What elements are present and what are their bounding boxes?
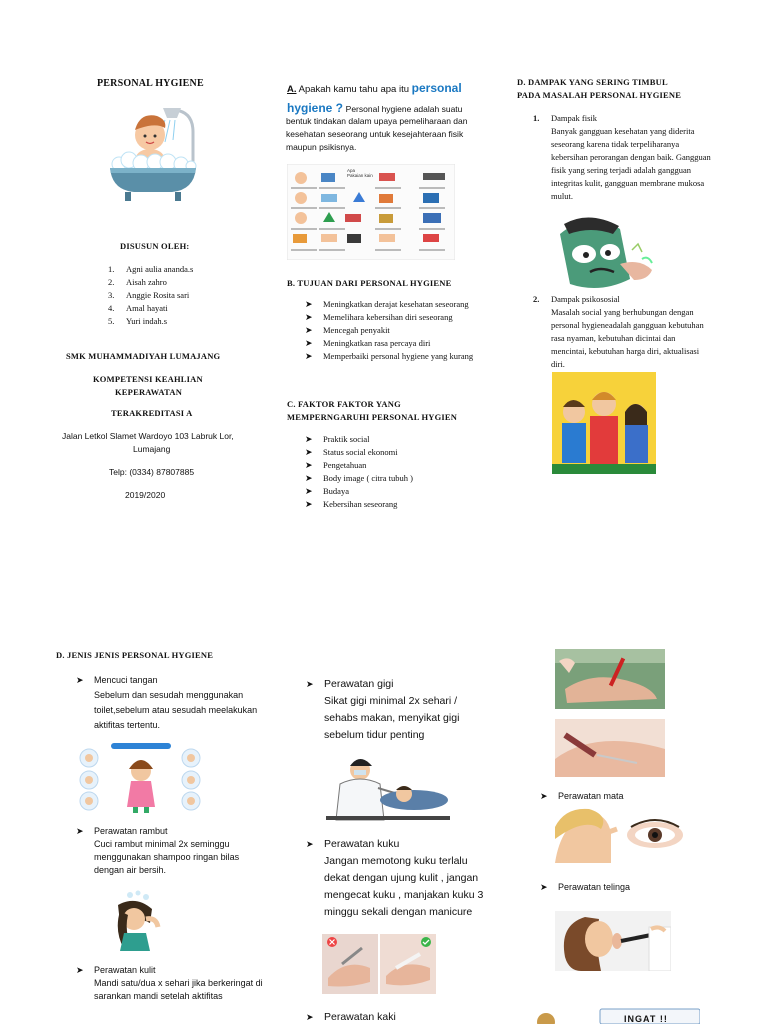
section-c-title [287,398,457,424]
section-a-question: Apakah kamu tahu apa itu [298,84,410,95]
foot-care-photo-2 [555,719,665,777]
rambut-title: ➤ Perawatan rambut [76,825,266,838]
telinga-block [540,881,690,894]
list-item: 3. Anggie Rosita sari [108,290,190,300]
kompetensi-line1: KOMPETENSI KEAHLIAN [93,374,203,384]
telephone: Telp: (0334) 87807885 [109,467,195,477]
personal-highlight: personal [411,81,462,95]
list-item: 5. Yuri indah.s [108,316,168,326]
section-a-label: A. [287,84,297,95]
school-name: SMK MUHAMMADIYAH LUMAJANG [66,351,221,361]
nail-care-photo [322,934,436,994]
list-item: ➤ Praktik social [305,433,475,446]
author-list [108,263,258,328]
dampak-fisik-body: Banyak gangguan kesehatan yang diderita seseorang karena tidak terpeliharanya kebersihan perorangan dengan baik. Gangguan fisik yang sering terjadi adalah gangguan integritas kulit, gangguan membrane mukosa mulut. [551,126,711,201]
dampak-fisik-title: Dampak fisik [551,113,598,123]
cuci-tangan-block [76,673,266,733]
section-c-title-line2: MEMPERNGARUHI PERSONAL HYGIEN [287,412,458,422]
dentist-illustration [322,756,454,822]
col1-title: PERSONAL HYGIENE [97,78,204,89]
section-d-dampak-title [517,76,681,102]
hygiene-chart-illustration [287,164,455,260]
dampak-psikososial-number: 2. [533,294,540,304]
dampak-psikososial [533,293,713,371]
list-item: ➤ Memelihara kebersihan diri seseorang [305,311,475,324]
eye-care-photo [555,807,689,863]
section-c-list [305,433,475,511]
section-a [287,79,487,119]
akreditasi: TERAKREDITASI A [111,408,193,418]
definition-line4: maupun psikisnya. [286,142,357,152]
disusun-oleh: DISUSUN OLEH: [120,241,190,251]
school-year: 2019/2020 [125,490,166,500]
telinga-title: ➤ Perawatan telinga [540,881,690,894]
dampak-title-line1: D. DAMPAK YANG SERING TIMBUL [517,77,668,87]
list-item: 1. Agni aulia ananda.s [108,264,194,274]
list-item: 4. Amal hayati [108,303,168,313]
definition-line1: Personal hygiene adalah suatu [345,104,463,114]
section-c-title-line1: C. FAKTOR FAKTOR YANG [287,399,401,409]
list-item: ➤ Body image ( citra tubuh ) [305,472,475,485]
dampak-title-line2: PADA MASALAH PERSONAL HYGIENE [517,90,682,100]
handwashing-illustration [77,743,205,813]
children-illustration [552,372,656,474]
gigi-title: ➤ Perawatan gigi [306,676,486,693]
list-item: ➤ Mencegah penyakit [305,324,475,337]
list-item: ➤ Budaya [305,485,475,498]
section-b-list [305,298,475,363]
kulit-title: ➤ Perawatan kulit [76,964,266,977]
mata-title: ➤ Perawatan mata [540,790,690,803]
definition-line3: kesehatan seseorang untuk kesejahteraan fisik [286,129,464,139]
dampak-fisik-number: 1. [533,113,540,123]
section-b-title: B. TUJUAN DARI PERSONAL HYGIENE [287,278,452,288]
kaki-block [306,1009,486,1026]
sick-man-illustration [550,214,660,292]
list-item: ➤ Status social ekonomi [305,446,475,459]
foot-care-photo-1 [555,649,665,709]
chart-header-1: Apa [347,168,356,173]
list-item: ➤ Meningkatkan derajat kesehatan seseorang [305,298,475,311]
dampak-fisik [533,112,713,203]
mata-block [540,790,690,803]
dampak-psikososial-body: Masalah social yang berhubungan dengan personal hygieneadalah gangguan kebutuhan rasa nyaman, kebutuhan dicintai dan mencintai, kebutuhan harga diri, aktualisasi diri. [551,307,704,369]
list-item: 2. Aisah zahro [108,277,167,287]
kuku-block [306,836,491,921]
gigi-body: Sikat gigi minimal 2x sehari / sehabs makan, menyikat gigi sebelum tidur penting [324,695,460,741]
kaki-title: ➤ Perawatan kaki [306,1009,486,1026]
cuci-tangan-title: ➤ Mencuci tangan [76,673,266,688]
dampak-psikososial-title: Dampak psikososial [551,294,620,304]
kulit-block [76,964,266,1003]
kulit-body: Mandi satu/dua x sehari jika berkeringat di sarankan mandi setelah aktifitas [94,978,263,1001]
rambut-body: Cuci rambut minimal 2x seminggu menggunakan shampoo ringan bilas dengan air bersih. [94,839,240,875]
bath-child-illustration [105,100,203,205]
ear-care-photo [555,911,671,971]
address-line2: Lumajang [133,444,171,454]
list-item: ➤ Kebersihan seseorang [305,498,475,511]
gigi-block [306,676,486,744]
hygiene-highlight: hygiene ? [287,101,344,115]
list-item: ➤ Meningkatkan rasa percaya diri [305,337,475,350]
rambut-block [76,825,266,877]
kompetensi-line2: KEPERAWATAN [115,387,183,397]
kuku-body: Jangan memotong kuku terlalu dekat dengan ujung kulit , jangan mengecat kuku , manjakan kuku 3 minggu sekali dengan manicure [324,855,484,918]
address-line1: Jalan Letkol Slamet Wardoyo 103 Labruk Lor, [62,431,234,441]
section-a-definition [286,115,486,154]
ingat-banner-graphic [522,1004,700,1024]
hairwash-illustration [106,889,166,953]
jenis-title: D. JENIS JENIS PERSONAL HYGIENE [56,650,214,660]
cuci-tangan-body: Sebelum dan sesudah menggunakan toilet,sebelum atau sesudah meelakukan aktifitas tertentu. [94,690,258,730]
list-item: ➤ Memperbaiki personal hygiene yang kurang [305,350,475,363]
kuku-title: ➤ Perawatan kuku [306,836,491,853]
ingat-label: INGAT !! [624,1014,668,1024]
definition-line2: bentuk tindakan dalam upaya pemeliharaan dan [286,116,468,126]
chart-header-2: Pakaian kain [347,173,373,178]
list-item: ➤ Pengetahuan [305,459,475,472]
